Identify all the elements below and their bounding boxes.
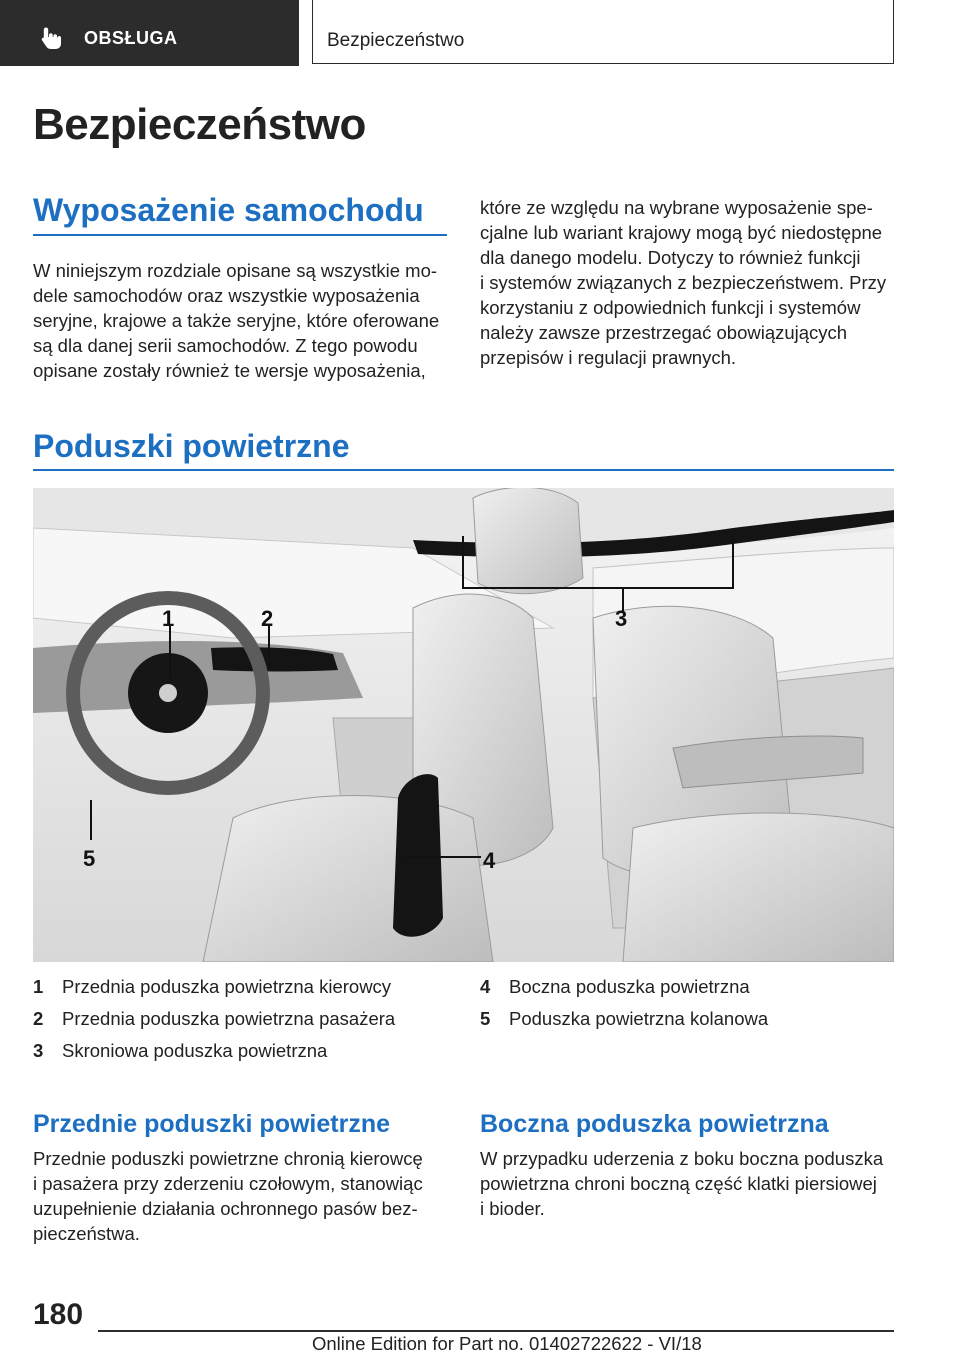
breadcrumb [312,0,894,64]
legend-col1 [33,976,473,1066]
legend-number: 5 [480,1008,491,1029]
legend-number: 1 [33,976,44,997]
side-airbag-text [480,1146,900,1221]
side-airbag-heading: Boczna poduszka powietrzna [480,1110,829,1138]
text-line: W przypadku uderzenia z boku boczna poduszka [480,1148,884,1169]
equipment-heading: Wyposażenie samochodu [33,192,424,228]
callout-1: 1 [162,606,175,631]
text-line: i pasażera przy zderzeniu czołowym, stanowiąc [33,1173,423,1194]
text-line: cjalne lub wariant krajowy mogą być niedostępne [480,222,883,243]
callout-3: 3 [615,606,628,631]
text-line: dele samochodów oraz wszystkie wyposażenia [33,285,420,306]
interior-drawing [33,488,894,962]
legend-number: 3 [33,1040,44,1061]
callout-5: 5 [83,846,96,871]
callout-2: 2 [261,606,274,631]
equipment-text-col1 [33,258,453,383]
legend-number: 4 [480,976,491,997]
text-line: pieczeństwa. [33,1223,140,1244]
legend-text: Poduszka powietrzna kolanowa [509,1008,769,1029]
section-label: OBSŁUGA [84,28,178,48]
footer-edition: Online Edition for Part no. 01402722622 - VI/18 [312,1333,702,1354]
equipment-text-col2 [480,195,900,370]
legend-text: Przednia poduszka powietrzna pasażera [62,1008,396,1029]
text-line: dla danego modelu. Dotyczy to również funkcji [480,247,861,268]
front-airbags-text [33,1146,453,1246]
airbags-heading-rule [33,469,894,471]
breadcrumb-label: Bezpieczeństwo [327,30,465,51]
legend-number: 2 [33,1008,44,1029]
section-tab[interactable] [0,0,299,66]
legend-col2 [480,976,900,1036]
text-line: Przednie poduszki powietrzne chronią kierowcę [33,1148,423,1169]
text-line: i bioder. [480,1198,545,1219]
callout-4: 4 [483,848,496,873]
airbag-illustration [33,488,894,962]
text-line: korzystaniu z odpowiednich funkcji i systemów [480,297,861,318]
page-number: 180 [33,1298,84,1331]
hand-pointer-icon [40,26,62,50]
text-line: W niniejszym rozdziale opisane są wszystkie mo- [33,260,438,281]
text-line: należy zawsze przestrzegać obowiązujących [480,322,848,343]
front-airbags-heading: Przednie poduszki powietrzne [33,1110,390,1138]
text-line: są dla danej serii samochodów. Z tego powodu [33,335,418,356]
text-line: uzupełnienie działania ochronnego pasów bez- [33,1198,418,1219]
text-line: opisane zostały również te wersje wyposażenia, [33,360,426,381]
legend-text: Skroniowa poduszka powietrzna [62,1040,328,1061]
text-line: seryjne, krajowe a także seryjne, które oferowane [33,310,440,331]
equipment-heading-rule [33,234,447,236]
legend-text: Przednia poduszka powietrzna kierowcy [62,976,392,997]
legend-text: Boczna poduszka powietrzna [509,976,750,997]
page-title: Bezpieczeństwo [33,100,366,149]
airbags-heading: Poduszki powietrzne [33,428,350,464]
footer-rule [98,1330,894,1332]
text-line: przepisów i regulacji prawnych. [480,347,737,368]
text-line: powietrzna chroni boczną część klatki piersiowej [480,1173,877,1194]
text-line: które ze względu na wybrane wyposażenie spe- [480,197,873,218]
text-line: i systemów związanych z bezpieczeństwem. Przy [480,272,887,293]
